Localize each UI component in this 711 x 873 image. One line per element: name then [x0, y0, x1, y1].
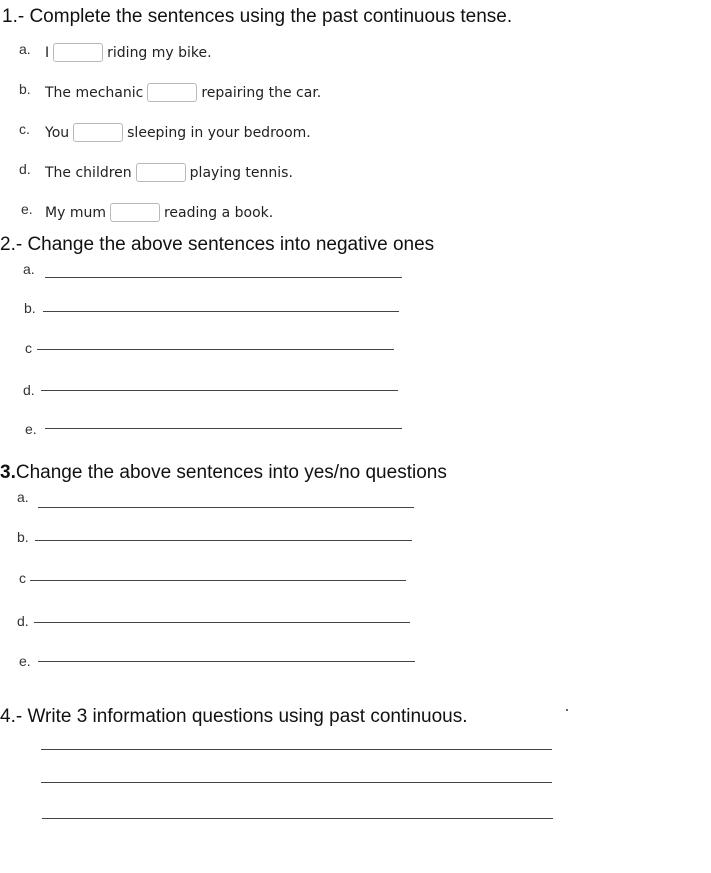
answer-box-b[interactable]: [147, 83, 197, 102]
answer-box-a[interactable]: [53, 43, 103, 62]
sentence-after: repairing the car.: [201, 84, 322, 101]
item-letter: b.: [19, 81, 31, 97]
item-letter: a.: [19, 41, 31, 57]
sentence-before: I: [45, 44, 50, 61]
answer-line[interactable]: [45, 277, 402, 278]
answer-line[interactable]: [43, 311, 399, 312]
stray-dot: [566, 709, 568, 711]
line-letter: a.: [23, 261, 35, 277]
answer-line[interactable]: [35, 540, 412, 541]
sentence-e: [45, 203, 273, 222]
sentence-after: riding my bike.: [107, 44, 212, 61]
line-letter: a.: [17, 489, 29, 505]
answer-box-d[interactable]: [136, 163, 186, 182]
answer-line[interactable]: [41, 782, 552, 783]
sentence-b: [45, 83, 321, 102]
sentence-a: [45, 43, 212, 62]
line-letter: e.: [25, 421, 37, 437]
section2-heading: 2.- Change the above sentences into negative ones: [0, 234, 435, 255]
answer-box-e[interactable]: [110, 203, 160, 222]
answer-line[interactable]: [41, 749, 552, 750]
sentence-before: The mechanic: [45, 84, 144, 101]
sentence-c: [45, 123, 311, 142]
sentence-after: playing tennis.: [189, 164, 293, 181]
answer-line[interactable]: [45, 428, 402, 429]
section3-text: Change the above sentences into yes/no questions: [15, 462, 447, 483]
sentence-after: reading a book.: [163, 204, 274, 221]
answer-line[interactable]: [42, 818, 553, 819]
sentence-before: My mum: [45, 204, 106, 221]
section3-number: 3.: [0, 462, 16, 483]
section1-heading: 1.- Complete the sentences using the past continuous tense.: [2, 6, 513, 27]
sentence-before: The children: [45, 164, 132, 181]
answer-box-c[interactable]: [73, 123, 123, 142]
section3-heading: [0, 462, 447, 484]
item-letter: c.: [19, 121, 30, 137]
sentence-after: sleeping in your bedroom.: [127, 124, 311, 141]
section4-heading: 4.- Write 3 information questions using past continuous.: [0, 706, 468, 727]
item-letter: e.: [21, 201, 33, 217]
line-letter: b.: [17, 529, 29, 545]
sentence-before: You: [45, 124, 70, 141]
answer-line[interactable]: [38, 661, 415, 662]
line-letter: c: [19, 570, 26, 586]
answer-line[interactable]: [41, 390, 398, 391]
answer-line[interactable]: [34, 622, 410, 623]
answer-line[interactable]: [30, 580, 406, 581]
line-letter: e.: [19, 653, 31, 669]
line-letter: d.: [17, 613, 29, 629]
sentence-d: [45, 163, 293, 182]
line-letter: b.: [24, 300, 36, 316]
line-letter: d.: [23, 382, 35, 398]
line-letter: c: [25, 340, 32, 356]
answer-line[interactable]: [38, 507, 414, 508]
answer-line[interactable]: [37, 349, 394, 350]
item-letter: d.: [19, 161, 31, 177]
